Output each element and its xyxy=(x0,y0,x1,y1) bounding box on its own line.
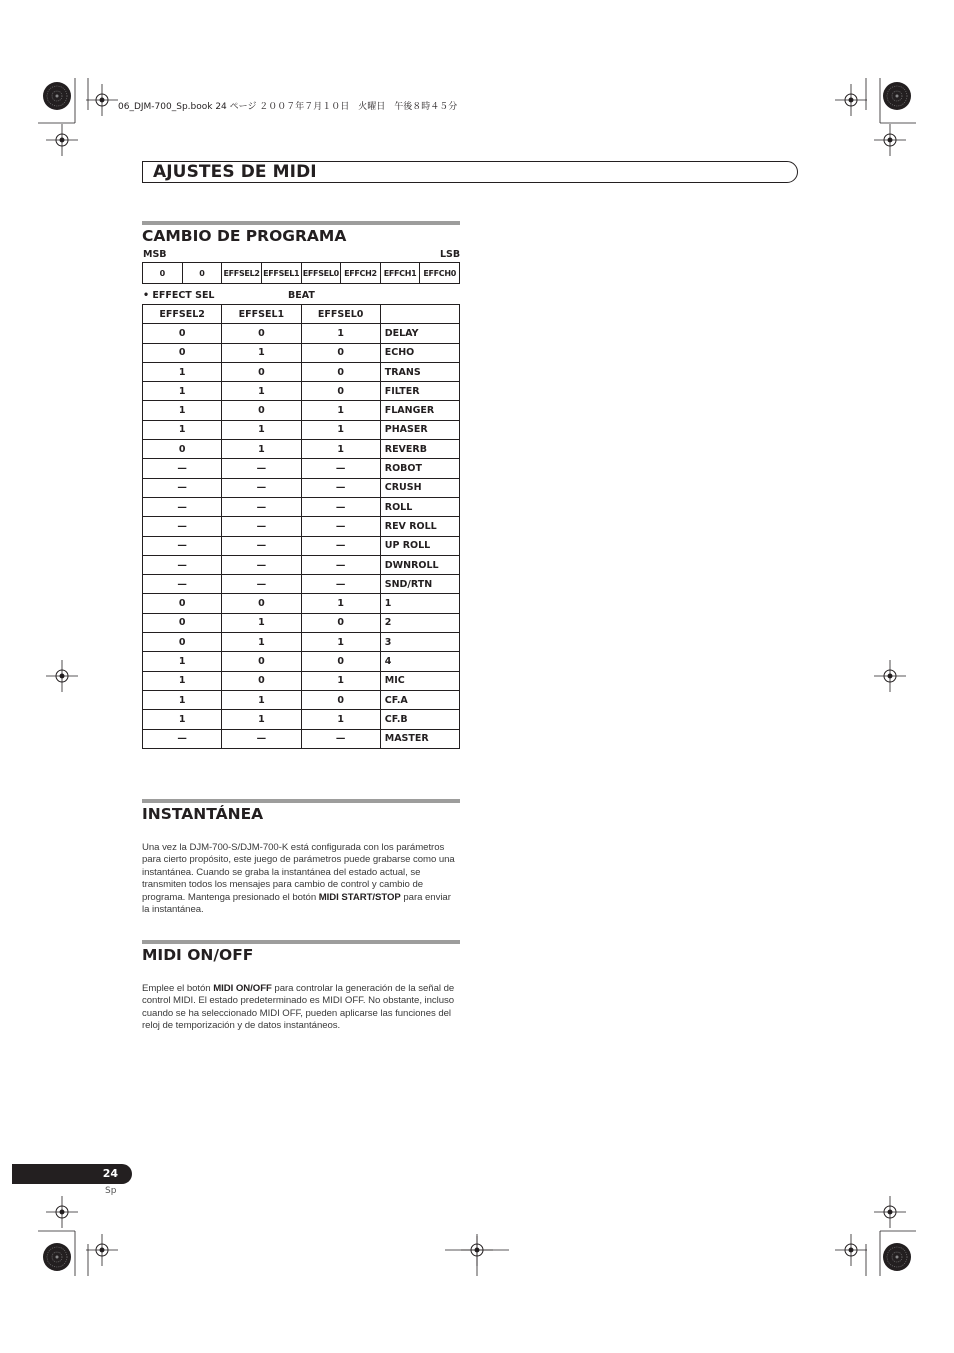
bit-value-cell: — xyxy=(143,729,222,748)
bits-row xyxy=(143,263,460,284)
table-row xyxy=(143,594,460,613)
effect-name-cell: DWNROLL xyxy=(380,555,459,574)
table-row xyxy=(143,440,460,459)
bit-value-cell: — xyxy=(222,555,301,574)
section-divider xyxy=(142,799,460,803)
page-title-bar xyxy=(142,161,798,183)
effect-name-cell: MASTER xyxy=(380,729,459,748)
effect-name-cell: CF.B xyxy=(380,710,459,729)
bit-value-cell: — xyxy=(143,575,222,594)
effect-name-cell: FILTER xyxy=(380,382,459,401)
registration-mark-icon xyxy=(874,1196,906,1228)
page-number-badge xyxy=(12,1164,132,1184)
bit-value-cell: 0 xyxy=(301,382,380,401)
column-header: EFFSEL0 xyxy=(301,305,380,324)
bit-value-cell: 0 xyxy=(222,324,301,343)
bit-value-cell: — xyxy=(222,517,301,536)
effect-name-cell: PHASER xyxy=(380,420,459,439)
table-row xyxy=(143,362,460,381)
paragraph-text: para enviar la instantánea. xyxy=(142,891,451,916)
bit-cell: 0 xyxy=(143,263,183,284)
bit-value-cell: 0 xyxy=(301,652,380,671)
effect-name-cell: FLANGER xyxy=(380,401,459,420)
table-row xyxy=(143,690,460,709)
effect-name-cell: UP ROLL xyxy=(380,536,459,555)
table-row xyxy=(143,459,460,478)
bit-value-cell: 0 xyxy=(301,613,380,632)
table-row xyxy=(143,517,460,536)
effect-name-cell: ECHO xyxy=(380,343,459,362)
bit-value-cell: 1 xyxy=(301,440,380,459)
bit-value-cell: 1 xyxy=(222,710,301,729)
effect-name-cell: MIC xyxy=(380,671,459,690)
bit-value-cell: — xyxy=(143,478,222,497)
bit-value-cell: 1 xyxy=(143,382,222,401)
bit-cell: EFFSEL1 xyxy=(261,263,301,284)
bit-value-cell: 1 xyxy=(301,401,380,420)
bit-value-cell: 1 xyxy=(301,671,380,690)
bit-value-cell: 1 xyxy=(301,710,380,729)
effect-name-cell: 3 xyxy=(380,633,459,652)
bit-cell: EFFSEL2 xyxy=(222,263,262,284)
bit-value-cell: 1 xyxy=(222,613,301,632)
effect-name-cell: 4 xyxy=(380,652,459,671)
table-row xyxy=(143,382,460,401)
lsb-label: LSB xyxy=(440,249,461,260)
section-divider xyxy=(142,221,460,225)
registration-mark-icon xyxy=(835,84,867,116)
bit-value-cell: — xyxy=(222,478,301,497)
bit-value-cell: 1 xyxy=(301,633,380,652)
bit-cell: EFFCH2 xyxy=(341,263,381,284)
bit-value-cell: 1 xyxy=(301,420,380,439)
starburst-mark-icon xyxy=(883,1243,911,1271)
effect-name-cell: 1 xyxy=(380,594,459,613)
effect-name-cell: REVERB xyxy=(380,440,459,459)
table-row xyxy=(143,420,460,439)
effect-name-cell: SND/RTN xyxy=(380,575,459,594)
bit-value-cell: 0 xyxy=(143,633,222,652)
table-row xyxy=(143,613,460,632)
table-row xyxy=(143,671,460,690)
bit-value-cell: 1 xyxy=(143,420,222,439)
bit-value-cell: — xyxy=(143,459,222,478)
page-number: 24 xyxy=(102,1167,118,1180)
table-row xyxy=(143,497,460,516)
msb-label: MSB xyxy=(143,249,167,260)
table-row xyxy=(143,555,460,574)
bit-value-cell: — xyxy=(143,497,222,516)
bit-value-cell: 0 xyxy=(301,690,380,709)
bit-value-cell: — xyxy=(143,517,222,536)
starburst-mark-icon xyxy=(883,82,911,110)
bit-value-cell: — xyxy=(143,555,222,574)
midi-on-off-paragraph xyxy=(142,983,460,1033)
section-title-midi-on-off: MIDI ON/OFF xyxy=(142,946,254,964)
paragraph-text: Una vez la DJM-700-S/DJM-700-K está configurada con los parámetros para cierto propósito, este juego de parámetros puede grabarse como una instantánea. Cuando se graba la instantánea del estado actual, se transmiten todos los mensajes para cambio de control y cambio de programa. Mantenga presionado el botón xyxy=(142,842,455,903)
bit-value-cell: 0 xyxy=(143,324,222,343)
bit-value-cell: 1 xyxy=(222,440,301,459)
registration-mark-icon xyxy=(46,660,78,692)
bit-value-cell: 0 xyxy=(222,671,301,690)
bit-value-cell: 1 xyxy=(222,343,301,362)
page-title: AJUSTES DE MIDI xyxy=(153,162,317,182)
bit-value-cell: 0 xyxy=(143,613,222,632)
bit-value-cell: — xyxy=(222,459,301,478)
registration-mark-icon xyxy=(874,124,906,156)
bit-value-cell: — xyxy=(301,536,380,555)
registration-mark-icon xyxy=(835,1234,867,1266)
bit-value-cell: 1 xyxy=(222,420,301,439)
bit-value-cell: — xyxy=(222,536,301,555)
bit-value-cell: 0 xyxy=(222,652,301,671)
midi-on-off-button-label: MIDI ON/OFF xyxy=(213,983,272,994)
bit-value-cell: 1 xyxy=(301,324,380,343)
bit-value-cell: — xyxy=(301,555,380,574)
bit-value-cell: — xyxy=(301,478,380,497)
table-row xyxy=(143,575,460,594)
table-row xyxy=(143,478,460,497)
table-header-row xyxy=(143,305,460,324)
bit-value-cell: 1 xyxy=(222,690,301,709)
column-header: EFFSEL2 xyxy=(143,305,222,324)
bit-value-cell: 0 xyxy=(301,362,380,381)
effect-name-cell: 2 xyxy=(380,613,459,632)
midi-start-stop-label: MIDI START/STOP xyxy=(318,891,401,903)
column-header xyxy=(380,305,459,324)
table-row xyxy=(143,401,460,420)
bit-value-cell: — xyxy=(301,497,380,516)
bit-value-cell: — xyxy=(222,497,301,516)
paragraph-text: Emplee el botón xyxy=(142,983,214,994)
registration-mark-icon xyxy=(86,1234,118,1266)
bit-value-cell: — xyxy=(143,536,222,555)
bit-value-cell: 1 xyxy=(222,633,301,652)
program-change-bits-table xyxy=(142,262,460,284)
registration-mark-icon xyxy=(86,84,118,116)
registration-mark-icon xyxy=(46,124,78,156)
file-header: 06_DJM-700_Sp.book 24 ページ ２００７年７月１０日 火曜日 午後８時４５分 xyxy=(118,102,458,112)
registration-mark-icon xyxy=(46,1196,78,1228)
effect-name-cell: CF.A xyxy=(380,690,459,709)
bit-cell: EFFCH1 xyxy=(380,263,420,284)
instantanea-paragraph xyxy=(142,842,460,916)
effect-name-cell: DELAY xyxy=(380,324,459,343)
bit-value-cell: — xyxy=(222,575,301,594)
bit-value-cell: 0 xyxy=(222,401,301,420)
bit-value-cell: 0 xyxy=(143,343,222,362)
effect-name-cell: CRUSH xyxy=(380,478,459,497)
effect-name-cell: ROBOT xyxy=(380,459,459,478)
table-row xyxy=(143,343,460,362)
bit-cell: 0 xyxy=(182,263,222,284)
effect-name-cell: ROLL xyxy=(380,497,459,516)
bit-value-cell: 1 xyxy=(143,401,222,420)
section-title-instantanea: INSTANTÁNEA xyxy=(142,805,264,823)
bit-cell: EFFSEL0 xyxy=(301,263,341,284)
bit-value-cell: 1 xyxy=(143,652,222,671)
table-row xyxy=(143,536,460,555)
bit-value-cell: 1 xyxy=(143,690,222,709)
language-code: Sp xyxy=(105,1186,117,1196)
bit-value-cell: 0 xyxy=(301,343,380,362)
section-divider xyxy=(142,940,460,944)
bit-value-cell: — xyxy=(301,729,380,748)
bit-value-cell: — xyxy=(301,517,380,536)
bit-value-cell: 1 xyxy=(301,594,380,613)
effect-select-table xyxy=(142,304,460,749)
table-row xyxy=(143,324,460,343)
table-row xyxy=(143,652,460,671)
bit-cell: EFFCH0 xyxy=(420,263,460,284)
bit-value-cell: — xyxy=(301,575,380,594)
section-title-cambio-de-programa: CAMBIO DE PROGRAMA xyxy=(142,227,347,245)
bit-value-cell: 1 xyxy=(222,382,301,401)
bit-value-cell: 0 xyxy=(143,594,222,613)
effect-name-cell: TRANS xyxy=(380,362,459,381)
effect-name-cell: REV ROLL xyxy=(380,517,459,536)
bit-value-cell: 1 xyxy=(143,362,222,381)
starburst-mark-icon xyxy=(43,82,71,110)
starburst-mark-icon xyxy=(43,1243,71,1271)
bit-value-cell: — xyxy=(301,459,380,478)
table-row xyxy=(143,729,460,748)
registration-mark-icon xyxy=(874,660,906,692)
bit-value-cell: — xyxy=(222,729,301,748)
table-row xyxy=(143,710,460,729)
bit-value-cell: 0 xyxy=(222,362,301,381)
bit-value-cell: 1 xyxy=(143,671,222,690)
paragraph-text: para controlar la generación de la señal de control MIDI. El estado predeterminado es MIDI OFF. No obstante, incluso cuando se ha seleccionado MIDI OFF, pueden aplicarse las funciones del reloj de temporización y de datos instantáneos. xyxy=(142,983,455,1032)
beat-label: BEAT xyxy=(288,290,315,301)
table-row xyxy=(143,633,460,652)
column-header: EFFSEL1 xyxy=(222,305,301,324)
bit-value-cell: 0 xyxy=(143,440,222,459)
effect-table-body xyxy=(143,324,460,749)
effect-sel-label: • EFFECT SEL xyxy=(143,290,215,301)
bit-value-cell: 0 xyxy=(222,594,301,613)
bit-value-cell: 1 xyxy=(143,710,222,729)
